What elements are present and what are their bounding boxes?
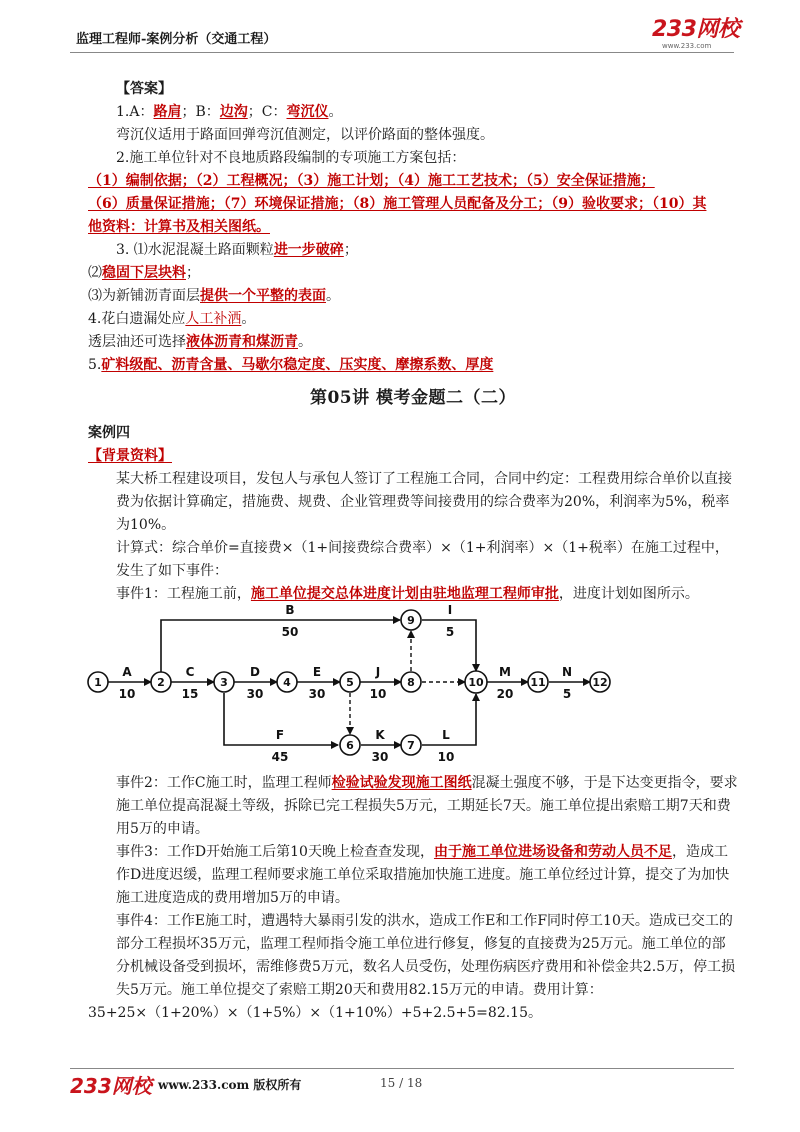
node-2	[151, 672, 171, 692]
answer-line-7: 3. ⑴水泥混凝土路面颗粒进一步破碎；	[116, 242, 358, 258]
node-8	[401, 672, 421, 692]
answer-line-3: 2.施工单位针对不良地质路段编制的专项施工方案包括：	[116, 150, 466, 166]
answer-line-2: 弯沉仪适用于路面回弹弯沉值测定，以评价路面的整体强度。	[116, 127, 494, 143]
label-J: J	[375, 665, 381, 679]
answer-line-6: 他资料：计算书及相关图纸。	[88, 219, 270, 235]
answer-line-11: 透层油还可选择液体沥青和煤沥青。	[88, 334, 312, 350]
label-F: F	[275, 728, 285, 742]
node-1	[88, 672, 108, 692]
svg-text:2: 2	[157, 676, 165, 689]
answer-line-8: ⑵稳固下层块料；	[88, 265, 200, 281]
label-I: I	[447, 603, 453, 617]
duration-M: 20	[496, 687, 514, 701]
duration-N: 5	[562, 687, 572, 701]
duration-D: 30	[246, 687, 264, 701]
duration-F: 45	[271, 750, 289, 764]
label-C: C	[185, 665, 195, 679]
background-heading: 【背景资料】	[88, 448, 172, 464]
content-bottom	[88, 772, 738, 1025]
duration-K: 30	[371, 750, 389, 764]
node-10	[465, 671, 487, 693]
svg-text:7: 7	[407, 739, 415, 752]
event-4: 事件4：工作E施工时，遭遇特大暴雨引发的洪水，造成工作E和工作F同时停工10天。造成已交工的部分工程损坏35万元，监理工程师指令施工单位进行修复，修复的直接费为25万元。施工单位的部分机械设备受到损坏，需维修费5万元，数名人员受伤，处理伤病医疗费用和补偿金共2.5万，停工损失5万元。施工单位提交了索赔工期20天和费用82.15万元的申请。费用计算：	[116, 913, 736, 998]
content-top	[88, 78, 738, 606]
answer-heading: 【答案】	[116, 81, 172, 97]
header-divider	[70, 52, 734, 53]
network-diagram	[80, 598, 720, 768]
label-N: N	[561, 665, 573, 679]
header-title: 监理工程师-案例分析（交通工程）	[76, 32, 277, 47]
svg-text:6: 6	[346, 739, 354, 752]
label-L: L	[442, 728, 450, 742]
case-title: 案例四	[88, 425, 130, 441]
case-paragraph-2: 计算式：综合单价=直接费×（1+间接费综合费率）×（1+利润率）×（1+税率）在施工过程中，发生了如下事件：	[116, 540, 729, 579]
fee-calculation: 35+25×（1+20%）×（1+5%）×（1+10%）+5+2.5+5=82.15。	[88, 1005, 542, 1021]
event-3: 事件3：工作D开始施工后第10天晚上检查查发现，由于施工单位进场设备和劳动人员不足，造成工作D进度迟缓，监理工程师要求施工单位采取措施加快施工进度。施工单位经过计算，提交了为加快施工进度造成的费用增加5万的申请。	[116, 844, 730, 906]
label-M: M	[499, 665, 511, 679]
svg-text:9: 9	[407, 614, 415, 627]
svg-text:10: 10	[468, 676, 484, 689]
duration-I: 5	[445, 625, 455, 639]
case-paragraph-1: 某大桥工程建设项目，发包人与承包人签订了工程施工合同，合同中约定：工程费用综合单价以直接费为依据计算确定，措施费、规费、企业管理费等间接费用的综合费率为20%，利润率为5%，税率为10%。	[116, 471, 732, 533]
duration-B: 50	[281, 625, 299, 639]
svg-text:1: 1	[94, 676, 102, 689]
svg-text:12: 12	[592, 676, 608, 689]
svg-text:5: 5	[346, 676, 354, 689]
svg-text:8: 8	[407, 676, 415, 689]
answer-line-5: （6）质量保证措施；（7）环境保证措施；（8）施工管理人员配备及分工；（9）验收要求；（10）其	[88, 196, 707, 212]
label-K: K	[375, 728, 385, 742]
node-6	[340, 735, 360, 755]
footer-site: www.233.com 版权所有	[158, 1078, 302, 1092]
label-B: B	[285, 603, 295, 617]
page-number: 15 / 18	[380, 1076, 423, 1090]
node-9	[401, 610, 421, 630]
duration-L: 10	[437, 750, 455, 764]
answer-line-1: 1.A：路肩；B：边沟；C：弯沉仪。	[116, 104, 343, 120]
svg-text:3: 3	[220, 676, 228, 689]
node-4	[277, 672, 297, 692]
node-12	[590, 672, 610, 692]
event-2: 事件2：工作C施工时，监理工程师检验试验发现施工图纸混凝土强度不够，于是下达变更指令，要求施工单位提高混凝土等级，拆除已完工程损失5万元，工期延长7天。施工单位提出索赔工期7天和费用5万的申请。	[116, 775, 738, 837]
logo-url: www.233.com	[662, 42, 712, 50]
label-E: E	[312, 665, 322, 679]
duration-C: 15	[181, 687, 199, 701]
label-D: D	[250, 665, 260, 679]
answer-line-12: 5.矿料级配、沥青含量、马歇尔稳定度、压实度、摩擦系数、厚度	[88, 357, 494, 373]
svg-text:4: 4	[283, 676, 291, 689]
node-11	[528, 672, 548, 692]
duration-J: 10	[369, 687, 387, 701]
section-title: 第05讲 模考金题二（二）	[309, 388, 517, 408]
logo-text: 233网校	[652, 17, 740, 42]
brand-logo	[652, 18, 752, 54]
arrow-B	[161, 620, 400, 672]
duration-E: 30	[308, 687, 326, 701]
answer-line-4: （1）编制依据；（2）工程概况；（3）施工计划；（4）施工工艺技术；（5）安全保证措施；	[88, 173, 655, 189]
footer-divider	[70, 1068, 734, 1069]
network-diagram-svg	[80, 598, 720, 768]
svg-text:11: 11	[530, 676, 546, 689]
node-5	[340, 672, 360, 692]
event-1: 事件1：工程施工前，施工单位提交总体进度计划由驻地监理工程师审批，进度计划如图所示。	[116, 586, 699, 602]
answer-line-9: ⑶为新铺沥青面层提供一个平整的表面。	[88, 288, 340, 304]
footer-logo: 233网校	[70, 1074, 152, 1098]
label-A: A	[122, 665, 132, 679]
duration-A: 10	[118, 687, 136, 701]
answer-line-10: 4.花白遗漏处应人工补洒。	[88, 311, 256, 327]
node-3	[214, 672, 234, 692]
node-7	[401, 735, 421, 755]
